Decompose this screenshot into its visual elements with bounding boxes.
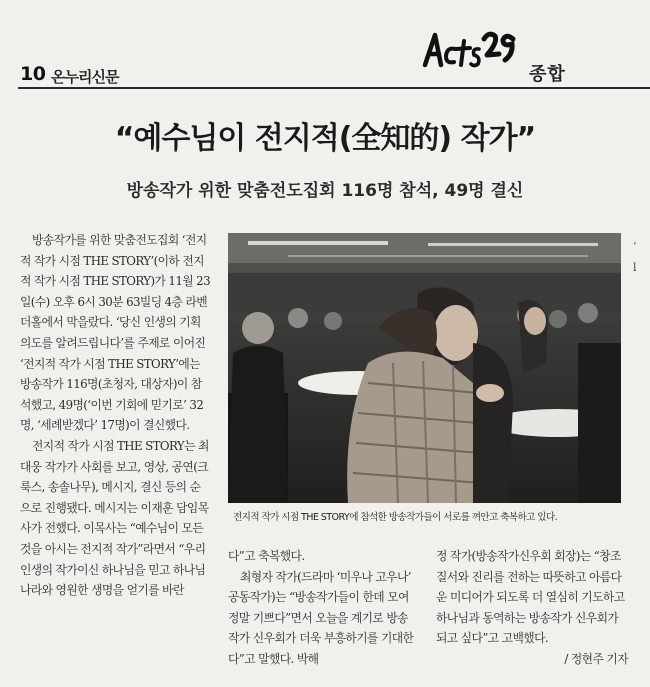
photo-caption: 전지적 작가 시점 THE STORY에 참석한 방송작가들이 서로를 껴안고 축복하고 있다.	[233, 512, 558, 523]
article-column-1	[20, 230, 210, 601]
edge-text: ‘	[633, 240, 637, 253]
article-paragraph: 방송작가를 위한 맞춤전도집회 ‘전지적 작가 시점 THE STORY’(이하 전지적 작가 시점 THE STORY)가 11월 23일(수) 오후 6시 30분 63빌딩 4층 라벤더홀에서 막을랐다. ‘당신 인생의 기획 의도를 알려드립니다’를 주제로 이어진 ‘전지적 작가 시점 THE STORY’에는 방송작가 116명(초청자, 대상자)이 참석했고, 49명(‘이번 기회에 믿기로’ 32명, ‘세례받겠다’ 17명)이 결신했다.	[20, 233, 210, 433]
article-paragraph: 전지적 작가 시점 THE STORY는 최대웅 작가가 사회를 보고, 영상, 공연(크룩스, 송솔나무), 메시지, 결신 등의 순으로 진행됐다. 메시지는 이재훈 담임목사가 전했다. 이목사는 “예수님이 모든 것을 아시는 전지적 작가”라면서 “우리 인생의 작가이신 하나님을 믿고 하나님나라와 영원한 생명을 얻기를 바란	[20, 438, 209, 598]
article-headline: “예수님이 전지적(全知的) 작가”	[114, 121, 536, 156]
newspaper-name: 온누리신문	[51, 68, 119, 86]
header-rule	[18, 87, 650, 89]
article-paragraph: 다”고 축복했다.	[228, 549, 305, 563]
acts29-logo	[421, 27, 521, 73]
article-paragraph: 정 작가(방송작가신우회 회장)는 “창조 질서와 진리를 전하는 따뜻하고 아름다운 미디어가 되도록 더 열심히 기도하고 하나님과 동역하는 방송작가 신우회가 되고 싶다”고 고백했다.	[436, 549, 625, 646]
article-subheadline: 방송작가 위한 맞춤전도집회 116명 참석, 49명 결신	[126, 181, 524, 201]
adjacent-article-fragment	[633, 237, 650, 278]
article-column-3	[436, 546, 628, 670]
page-number: 10	[20, 63, 46, 85]
article-column-2	[228, 546, 416, 670]
byline: / 정현주 기자	[564, 651, 628, 666]
photo-illustration	[228, 233, 621, 503]
page-header	[0, 0, 650, 92]
section-label: 종합	[529, 64, 566, 85]
edge-text: l	[633, 260, 637, 274]
article-photo	[228, 233, 621, 503]
article-paragraph: 최형자 작가(드라마 ‘미우나 고우나’ 공동작가)는 “방송작가들이 한데 모여 정말 기쁘다”면서 오늘을 계기로 방송작가 신우회가 더욱 부흥하기를 기대한다”고 말했다. 박해	[228, 569, 414, 666]
